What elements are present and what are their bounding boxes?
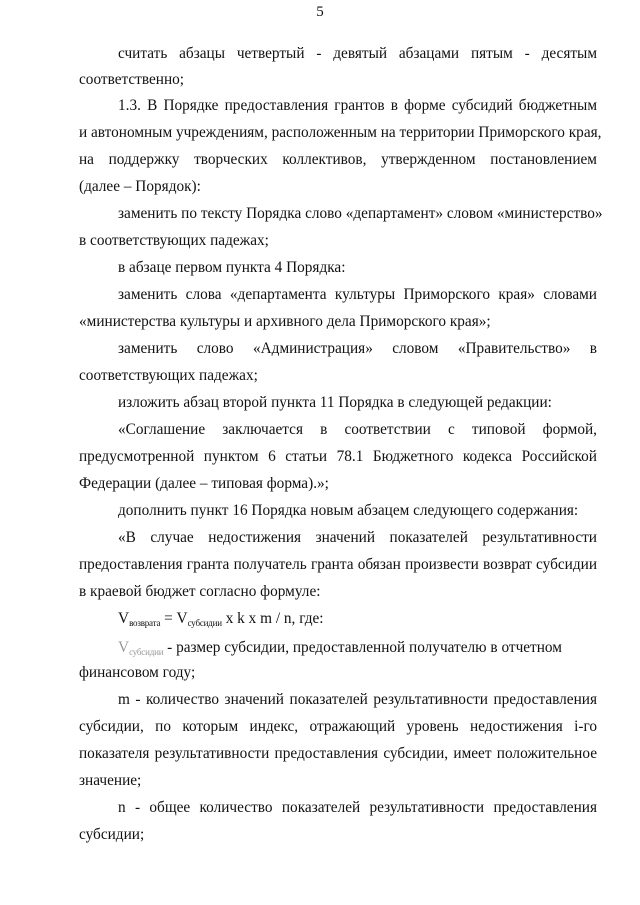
formula-v-return: V — [118, 610, 130, 627]
text-line: соответствующих падежах; — [79, 367, 258, 384]
formula-sub-subsidy: субсидии — [187, 618, 222, 628]
text-line: заменить слово «Администрация» словом «Правительство» в — [118, 340, 597, 357]
text-line: значение; — [79, 772, 142, 789]
text-line: предусмотренной пунктом 6 статьи 78.1 Бюджетного кодекса Российской — [79, 448, 597, 465]
text-line: и автономным учреждениям, расположенным на территории Приморского края, — [79, 124, 602, 141]
formula-v-subsidy: V — [176, 610, 188, 627]
text-line: Федерации (далее – типовая форма).»; — [79, 475, 329, 492]
text-line: 1.3. В Порядке предоставления грантов в форме субсидий бюджетным — [118, 97, 597, 114]
text-line: m - количество значений показателей результативности предоставления — [118, 691, 597, 708]
def-v-sub: субсидии — [129, 647, 164, 657]
text-line: (далее – Порядок): — [79, 178, 201, 195]
text-line: «министерства культуры и архивного дела Приморского края»; — [79, 313, 491, 330]
definition-v-line — [118, 638, 597, 662]
text-line: финансовом году; — [79, 664, 196, 681]
def-v-text: - размер субсидии, предоставленной получателю в отчетном — [163, 639, 562, 656]
text-line: изложить абзац второй пункта 11 Порядка в следующей редакции: — [118, 394, 552, 411]
formula-sub-return: возврата — [129, 618, 161, 628]
def-v-symbol: V — [118, 639, 130, 656]
text-line: на поддержку творческих коллективов, утвержденном постановлением — [79, 151, 597, 168]
text-line: показателя результативности предоставления субсидии, имеет положительное — [79, 745, 597, 762]
text-line: «Соглашение заключается в соответствии с типовой формой, — [118, 421, 597, 438]
text-line: соответственно; — [79, 71, 185, 88]
formula-eq: = — [160, 610, 177, 627]
text-line: в краевой бюджет согласно формуле: — [79, 583, 321, 600]
formula-line — [118, 609, 597, 633]
text-line: n - общее количество показателей результативности предоставления — [118, 799, 597, 816]
formula-rest: x k x m / n, где: — [221, 610, 324, 627]
text-line: дополнить пункт 16 Порядка новым абзацем следующего содержания: — [118, 502, 579, 519]
text-line: в абзаце первом пункта 4 Порядка: — [118, 259, 346, 276]
text-line: предоставления гранта получатель гранта обязан произвести возврат субсидии — [79, 556, 597, 573]
text-line: считать абзацы четвертый - девятый абзацами пятым - десятым — [118, 45, 597, 62]
page-number: 5 — [316, 4, 324, 20]
text-line: в соответствующих падежах; — [79, 232, 269, 249]
text-line: субсидии; — [79, 826, 145, 843]
text-line: субсидии, по которым индекс, отражающий уровень недостижения i-го — [79, 718, 597, 735]
text-line: «В случае недостижения значений показателей результативности — [118, 529, 597, 546]
text-line: заменить по тексту Порядка слово «департамент» словом «министерство» — [118, 205, 603, 222]
text-line: заменить слова «департамента культуры Приморского края» словами — [118, 286, 597, 303]
